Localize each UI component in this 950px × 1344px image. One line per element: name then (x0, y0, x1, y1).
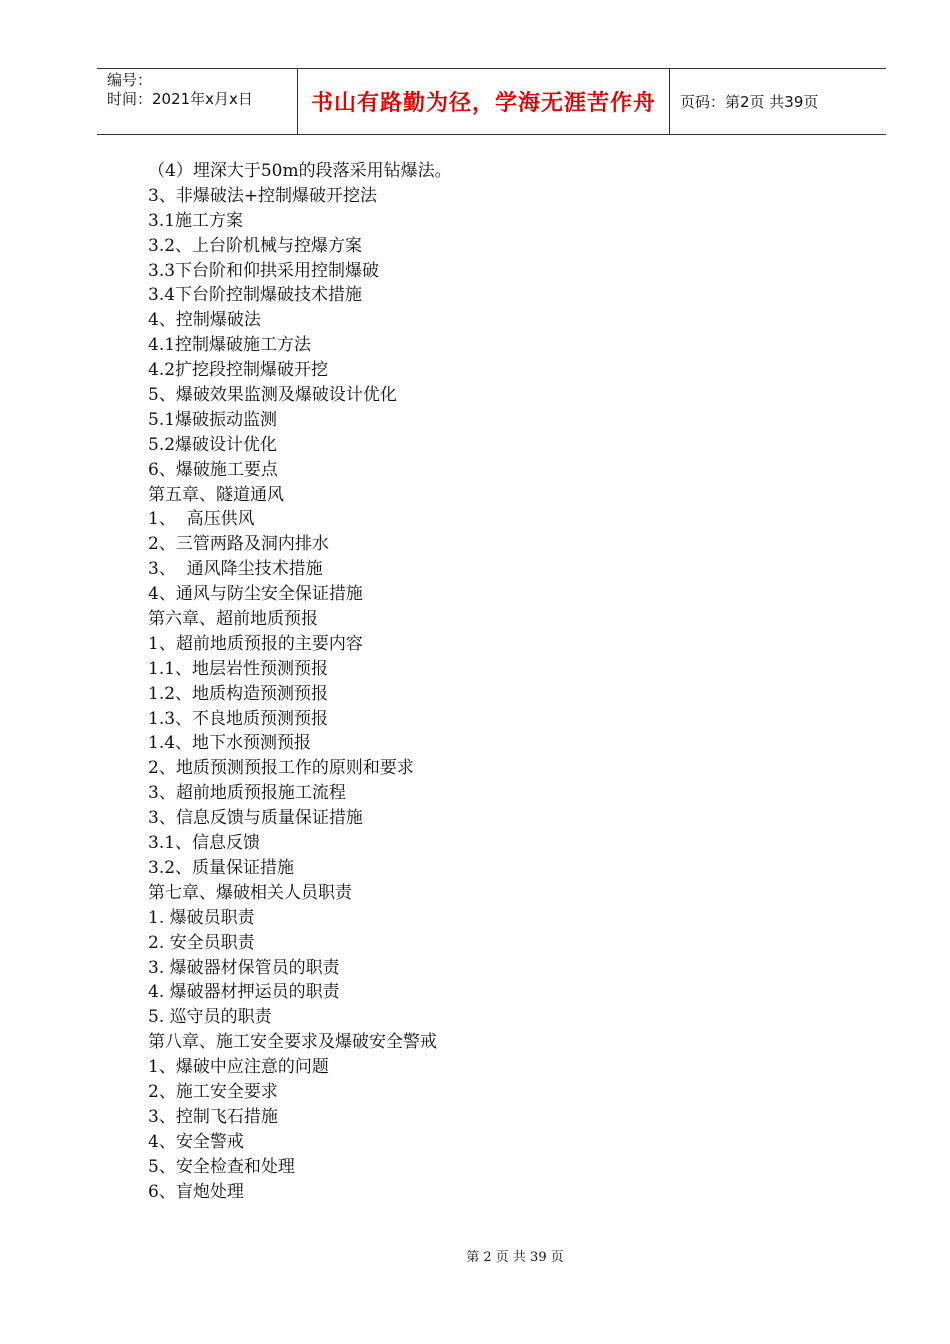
toc-item: 4. 爆破器材押运员的职责 (148, 982, 340, 1003)
toc-item: 5、安全检查和处理 (148, 1156, 295, 1177)
toc-item: 3、信息反馈与质量保证措施 (148, 808, 363, 829)
toc-item: 1、 高压供风 (148, 509, 255, 530)
toc-item: 4.1控制爆破施工方法 (148, 335, 312, 356)
toc-item: 3、超前地质预报施工流程 (148, 783, 346, 804)
header-motto: 书山有路勤为径，学海无涯苦作舟 (298, 69, 670, 134)
toc-item: 1、爆破中应注意的问题 (148, 1057, 329, 1078)
toc-item: 4、安全警戒 (148, 1131, 244, 1152)
toc-item: 3、非爆破法+控制爆破开挖法 (148, 185, 378, 206)
header-meta (97, 69, 298, 134)
toc-item: 3.3下台阶和仰拱采用控制爆破 (148, 260, 380, 281)
toc-item: 4.2扩挖段控制爆破开挖 (148, 360, 329, 381)
toc-item: 3.2、上台阶机械与控爆方案 (148, 235, 363, 256)
toc-chapter: 第七章、爆破相关人员职责 (148, 882, 352, 903)
page-footer: 第 2 页 共 39 页 (466, 1250, 564, 1265)
toc-item: 5.2爆破设计优化 (148, 434, 278, 455)
toc-item: 2、地质预测预报工作的原则和要求 (148, 758, 414, 779)
toc-item: 1、超前地质预报的主要内容 (148, 633, 363, 654)
toc-item: 1.2、地质构造预测预报 (148, 683, 329, 704)
toc-item: 1.4、地下水预测预报 (148, 733, 312, 754)
toc-item: 1.3、不良地质预测预报 (148, 708, 329, 729)
toc-item: 1. 爆破员职责 (148, 907, 255, 928)
toc-item: 5、爆破效果监测及爆破设计优化 (148, 385, 397, 406)
toc-item: 3. 爆破器材保管员的职责 (148, 957, 340, 978)
toc-item: 3、 通风降尘技术措施 (148, 559, 323, 580)
toc-item: 3.1、信息反馈 (148, 833, 261, 854)
table-of-contents (148, 159, 452, 1204)
toc-item: 4、通风与防尘安全保证措施 (148, 584, 363, 605)
header-page-info: 页码：第2页 共39页 (680, 93, 819, 111)
toc-item: 5.1爆破振动监测 (148, 409, 278, 430)
toc-item: 3、控制飞石措施 (148, 1106, 278, 1127)
time-label: 时间：2021年x月x日 (107, 90, 253, 108)
toc-chapter: 第五章、隧道通风 (148, 484, 284, 505)
toc-item: 3.1施工方案 (148, 210, 244, 231)
number-label: 编号： (107, 71, 153, 89)
toc-item: 2、施工安全要求 (148, 1081, 278, 1102)
toc-item: 2、三管两路及洞内排水 (148, 534, 329, 555)
toc-item: （4）埋深大于50m的段落采用钻爆法。 (148, 161, 452, 181)
toc-item: 3.4下台阶控制爆破技术措施 (148, 285, 363, 306)
page-header (97, 68, 886, 135)
toc-item: 6、盲炮处理 (148, 1181, 244, 1202)
toc-item: 2. 安全员职责 (148, 932, 255, 953)
toc-item: 5. 巡守员的职责 (148, 1007, 272, 1028)
toc-item: 4、控制爆破法 (148, 310, 261, 331)
toc-item: 6、爆破施工要点 (148, 459, 278, 480)
toc-chapter: 第八章、施工安全要求及爆破安全警戒 (148, 1032, 437, 1053)
toc-item: 3.2、质量保证措施 (148, 857, 295, 878)
toc-chapter: 第六章、超前地质预报 (148, 609, 318, 630)
toc-item: 1.1、地层岩性预测预报 (148, 658, 329, 679)
